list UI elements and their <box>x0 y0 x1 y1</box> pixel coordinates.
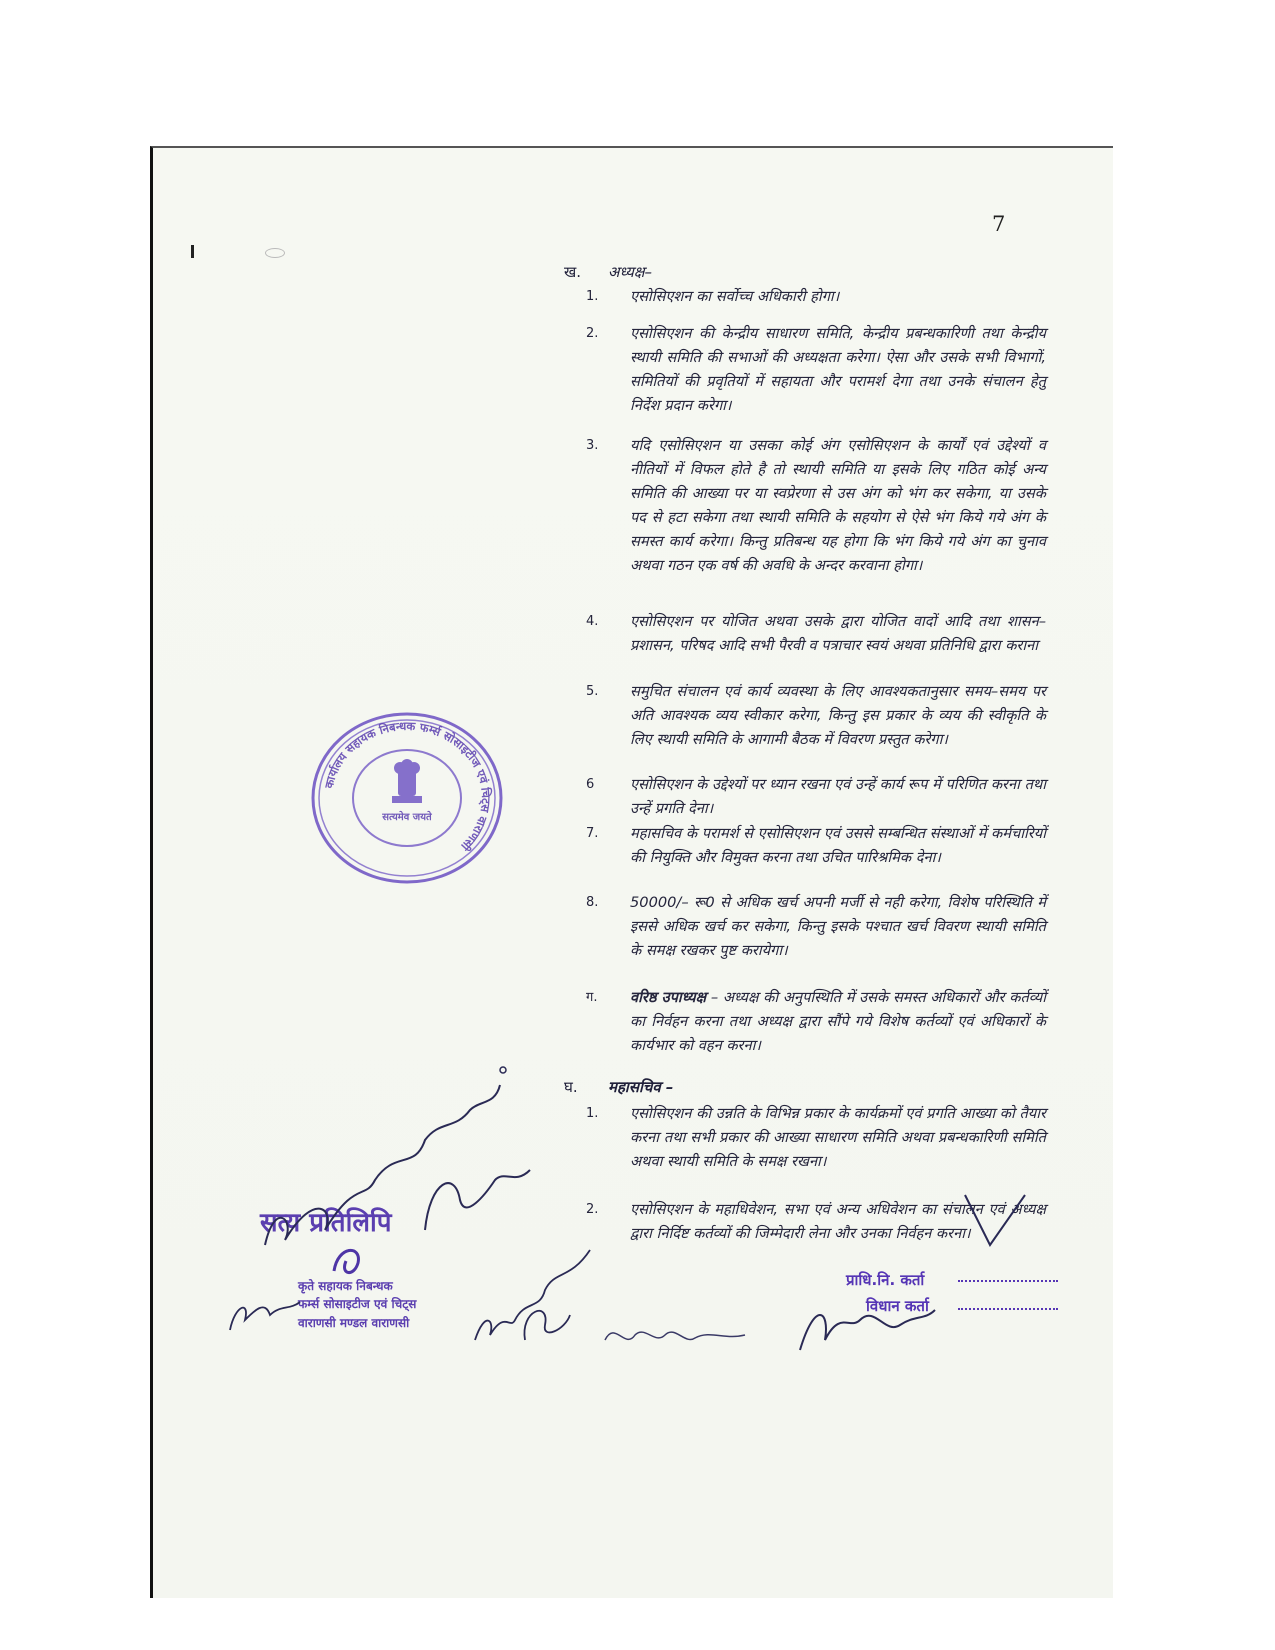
item-number: 2. <box>586 326 599 341</box>
item-text: समुचित संचालन एवं कार्य व्यवस्था के लिए आवश्यकतानुसार समय–समय पर अति आवश्यक व्यय स्वीकार करेगा, किन्तु इस प्रकार के व्यय की स्वीकृति के लिए स्थायी समिति के आगामी बैठक में विवरण प्रस्तुत करेगा। <box>630 683 1046 748</box>
emblem-icon <box>392 759 422 803</box>
handwritten-signature <box>790 1280 940 1360</box>
item-text: 50000/– रू0 से अधिक खर्च अपनी मर्जी से नही करेगा, विशेष परिस्थिति में इससे अधिक खर्च कर सकेगा, किन्तु इसके पश्चात खर्च विवरण स्थायी समिति के समक्ष रखकर पुष्ट करायेगा। <box>630 894 1046 959</box>
item-text: एसोसिएशन पर योजित अथवा उसके द्वारा योजित वादों आदि तथा शासन–प्रशासन, परिषद आदि सभी पैरवी व पत्राचार स्वयं अथवा प्रतिनिधि द्वारा कराना <box>630 613 1046 654</box>
seal-center-text: सत्यमेव जयते <box>382 812 432 823</box>
scan-artifact <box>265 248 285 258</box>
section-marker: ग. <box>586 990 598 1005</box>
vice-president-text: – अध्यक्ष की अनुपस्थिति में उसके समस्त अधिकारों और कर्तव्यों का निर्वहन करना तथा अध्यक्ष द्वारा सौंपे गये विशेष कर्तव्यों एवं अधिकारों के कार्यभार को वहन करना। <box>630 989 1047 1054</box>
stamp-line: कृते सहायक निबन्धक <box>298 1279 393 1293</box>
stamp-line: विधान कर्ता <box>866 1297 929 1315</box>
handwritten-signature <box>470 1220 600 1350</box>
handwritten-signature <box>225 1290 305 1340</box>
true-copy-text: सत्य प्रतिलिपि <box>260 1208 392 1238</box>
handwritten-signature <box>600 1300 750 1360</box>
item-number: 4. <box>586 614 599 629</box>
section-title: महासचिव – <box>608 1078 674 1096</box>
item-number: 6 <box>586 777 595 792</box>
page-number: 7 <box>992 212 1006 236</box>
section-title: अध्यक्ष– <box>608 263 653 281</box>
stamp-line: फर्म्स सोसाइटीज एवं चिट्स <box>298 1297 417 1311</box>
president-item <box>586 891 1046 987</box>
item-number: 1. <box>586 289 599 304</box>
section-vice-president <box>586 986 1046 1082</box>
president-item <box>586 322 1046 446</box>
section-title: वरिष्ठ उपाध्यक्ष <box>630 989 707 1006</box>
section-marker: घ. <box>564 1078 578 1096</box>
president-item <box>586 680 1046 776</box>
item-number: 3. <box>586 438 599 453</box>
item-text: एसोसिएशन के महाधिवेशन, सभा एवं अन्य अधिवेशन का संचालन एवं अध्यक्ष द्वारा निर्दिष्ट कर्तव्यों की जिम्मेदारी लेना और उनका निर्वहन करना। <box>630 1201 1046 1242</box>
item-text: महासचिव के परामर्श से एसोसिएशन एवं उससे सम्बन्धित संस्थाओं में कर्मचारियों की नियुक्ति और विमुक्त करना तथा उचित पारिश्रमिक देना। <box>630 825 1046 866</box>
item-number: 1. <box>586 1106 599 1121</box>
item-text: एसोसिएशन की केन्द्रीय साधारण समिति, केन्द्रीय प्रबन्धकारिणी तथा केन्द्रीय स्थायी समिति की सभाओं की अध्यक्षता करेगा। ऐसा और उसके सभी विभागों, समितियों की प्रवृतियों में सहायता और परामर्श देगा तथा उनके संचालन हेतु निर्देश प्रदान करेगा। <box>630 325 1046 414</box>
item-text: एसोसिएशन की उन्नति के विभिन्न प्रकार के कार्यक्रमों एवं प्रगति आख्या को तैयार करना तथा सभी प्रकार की आख्या साधारण समिति अथवा प्रबन्धकारिणी समिति अथवा स्थायी समिति के समक्ष रखना। <box>630 1105 1046 1170</box>
president-item <box>586 610 1046 682</box>
item-number: 7. <box>586 826 599 841</box>
president-item <box>586 434 1046 606</box>
scan-artifact <box>191 245 194 258</box>
item-text: एसोसिएशन के उद्देश्यों पर ध्यान रखना एवं उन्हें कार्य रूप में परिणित करना तथा उन्हें प्रगति देना। <box>630 776 1046 817</box>
item-number: 5. <box>586 684 599 699</box>
seal-ring-text: कार्यालय सहायक निबन्धक फर्म्स सोसाइटीज एवं चिट्स वाराणसी <box>321 718 494 854</box>
item-number: 2. <box>586 1202 599 1217</box>
president-item <box>586 822 1046 894</box>
official-seal <box>308 710 506 886</box>
handwritten-check-mark <box>960 1190 1030 1250</box>
secretary-item <box>586 1102 1046 1198</box>
item-number: 8. <box>586 895 599 910</box>
president-item <box>586 773 1046 821</box>
item-text: एसोसिएशन का सर्वोच्च अधिकारी होगा। <box>630 288 840 305</box>
stamp-line: वाराणसी मण्डल वाराणसी <box>298 1316 410 1330</box>
item-text: यदि एसोसिएशन या उसका कोई अंग एसोसिएशन के कार्यों एवं उद्देश्यों व नीतियों में विफल होते है तो स्थायी समिति या इसके लिए गठित कोई अन्य समिति की आख्या पर या स्वप्रेरणा से उस अंग को भंग कर सकेगा, या उसके पद से हटा सकेगा तथा स्थायी समिति के सहयोग से ऐसे भंग किये गये अंग के समस्त कार्य करेगा। किन्तु प्रतिबन्ध यह होगा कि भंग किये गये अंग का चुनाव अथवा गठन एक वर्ष की अवधि के अन्दर करवाना होगा। <box>630 437 1046 574</box>
stamp-line: प्राधि.नि. कर्ता <box>846 1271 925 1289</box>
section-marker: ख. <box>564 263 582 281</box>
president-item <box>586 285 1046 311</box>
